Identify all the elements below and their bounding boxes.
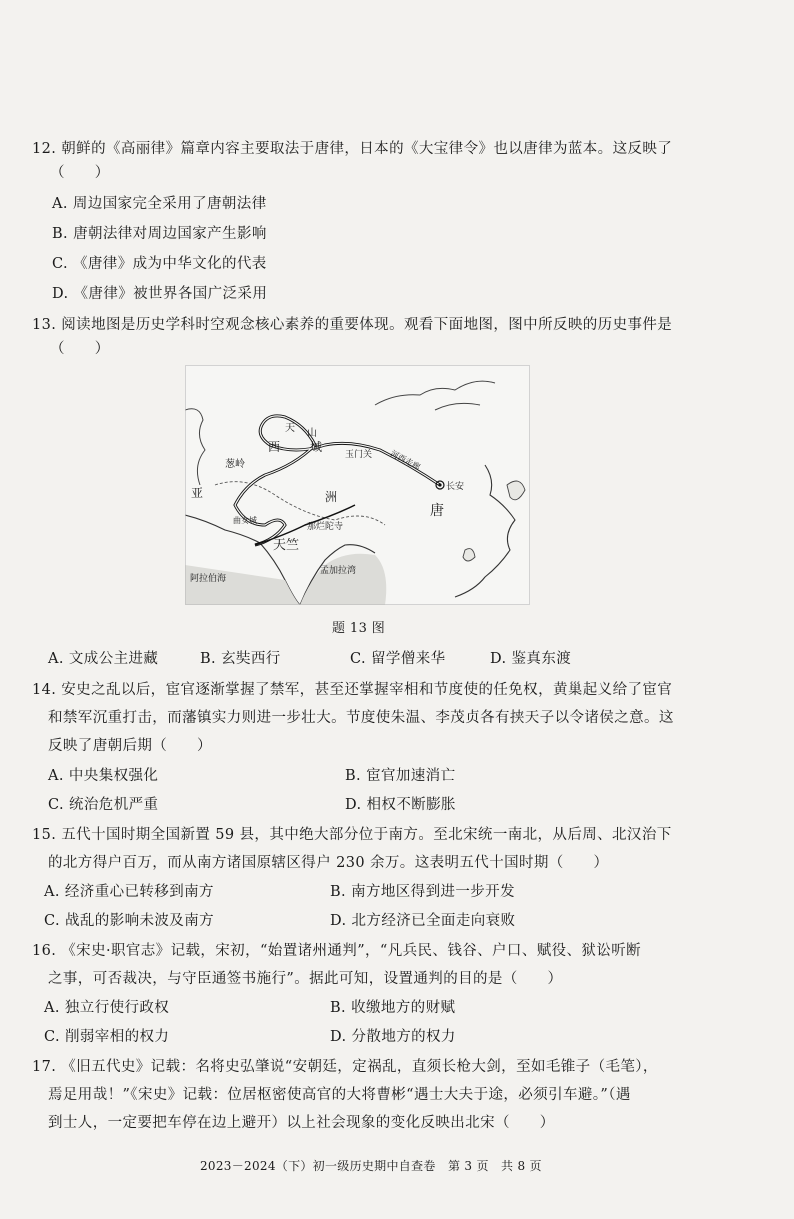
- q13-option-d: D. 鉴真东渡: [490, 651, 572, 667]
- q16-stem-line1: 16. 《宋史·职官志》记载，宋初，“始置诸州通判”，“凡兵民、钱谷、户口、赋役、狱讼听断: [32, 943, 642, 959]
- q17-stem-line1: 17. 《旧五代史》记载：名将史弘肇说“安朝廷，定祸乱，直须长枪大剑，至如毛锥子（毛笔），: [32, 1059, 658, 1075]
- map-label-tang: 唐: [430, 503, 444, 519]
- map-label-zhou: 洲: [325, 490, 338, 504]
- q15-option-c: C. 战乱的影响未波及南方: [44, 913, 214, 929]
- q13-option-b: B. 玄奘西行: [200, 651, 281, 667]
- q17-stem-line2: 焉足用哉！”《宋史》记载：位居枢密使高官的大将曹彬“遇士大夫于途，必须引车避。”（遇: [48, 1087, 631, 1103]
- q12-option-d: D. 《唐律》被世界各国广泛采用: [52, 286, 268, 302]
- q14-option-b: B. 宦官加速消亡: [345, 768, 456, 784]
- map-label-shan: 山: [307, 428, 317, 439]
- map-label-tian: 天: [285, 423, 295, 434]
- q16-option-c: C. 削弱宰相的权力: [44, 1029, 170, 1045]
- map-label-xi: 西: [268, 440, 281, 454]
- map-label-yumenguan: 玉门关: [345, 450, 373, 460]
- q12-option-b: B. 唐朝法律对周边国家产生影响: [52, 226, 267, 242]
- q14-option-a: A. 中央集权强化: [48, 768, 159, 784]
- q14-stem-line1: 14. 安史之乱以后，宦官逐渐掌握了禁军，甚至还掌握宰相和节度使的任免权，黄巢起义给了宦官: [32, 682, 673, 698]
- q12-answer-paren: （ ）: [50, 165, 110, 181]
- q16-option-b: B. 收缴地方的财赋: [330, 1000, 456, 1016]
- q13-stem: 13. 阅读地图是历史学科时空观念核心素养的重要体现。观看下面地图，图中所反映的历史事件是: [32, 317, 673, 333]
- q16-option-d: D. 分散地方的权力: [330, 1029, 456, 1045]
- q15-option-a: A. 经济重心已转移到南方: [44, 884, 214, 900]
- map-label-yu: 域: [310, 440, 323, 454]
- q12-option-c: C. 《唐律》成为中华文化的代表: [52, 256, 267, 272]
- q14-option-c: C. 统治危机严重: [48, 797, 159, 813]
- map-label-qunvcheng: 曲女城: [233, 516, 257, 525]
- map-label-nalantuo: 那烂陀寺: [307, 522, 344, 532]
- xuanzang-route-map: [185, 365, 530, 605]
- q15-stem-line2: 的北方得户百万，而从南方诸国原辖区得户 230 余万。这表明五代十国时期（ ）: [48, 855, 609, 871]
- map-label-congling: 葱岭: [225, 459, 245, 470]
- q14-option-d: D. 相权不断膨胀: [345, 797, 456, 813]
- q13-option-a: A. 文成公主进藏: [48, 651, 159, 667]
- q12-option-a: A. 周边国家完全采用了唐朝法律: [52, 196, 267, 212]
- q15-stem-line1: 15. 五代十国时期全国新置 59 县，其中绝大部分位于南方。至北宋统一南北，从后周、北汉治下: [32, 827, 672, 843]
- map-label-alabo: 阿拉伯海: [190, 574, 227, 584]
- q14-stem-line2: 和禁军沉重打击，而藩镇实力则进一步壮大。节度使朱温、李茂贞各有挟天子以令诸侯之意。这: [48, 710, 674, 726]
- q16-option-a: A. 独立行使行政权: [44, 1000, 170, 1016]
- map-label-changan: 长安: [446, 482, 465, 492]
- q15-option-b: B. 南方地区得到进一步开发: [330, 884, 515, 900]
- map-label-tianzhu: 天竺: [273, 538, 300, 553]
- q16-stem-line2: 之事，可否裁决，与守臣通签书施行”。据此可知，设置通判的目的是（ ）: [48, 971, 563, 987]
- map-label-ya: 亚: [191, 486, 204, 500]
- map-graphic: [185, 365, 530, 605]
- q14-stem-line3: 反映了唐朝后期（ ）: [48, 738, 212, 754]
- q15-option-d: D. 北方经济已全面走向衰败: [330, 913, 516, 929]
- map-label-hexi: 河西走廊: [389, 448, 422, 472]
- q13-option-c: C. 留学僧来华: [350, 651, 446, 667]
- q12-stem: 12. 朝鲜的《高丽律》篇章内容主要取法于唐律，日本的《大宝律令》也以唐律为蓝本。这反映了: [32, 141, 673, 157]
- q13-map-caption: 题 13 图: [332, 621, 386, 636]
- q13-answer-paren: （ ）: [50, 341, 110, 357]
- page-footer: 2023－2024（下）初一级历史期中自查卷 第 3 页 共 8 页: [200, 1159, 542, 1173]
- map-label-mengjiala: 孟加拉湾: [320, 566, 357, 576]
- q17-stem-line3: 到士人，一定要把车停在边上避开）以上社会现象的变化反映出北宋（ ）: [48, 1115, 555, 1131]
